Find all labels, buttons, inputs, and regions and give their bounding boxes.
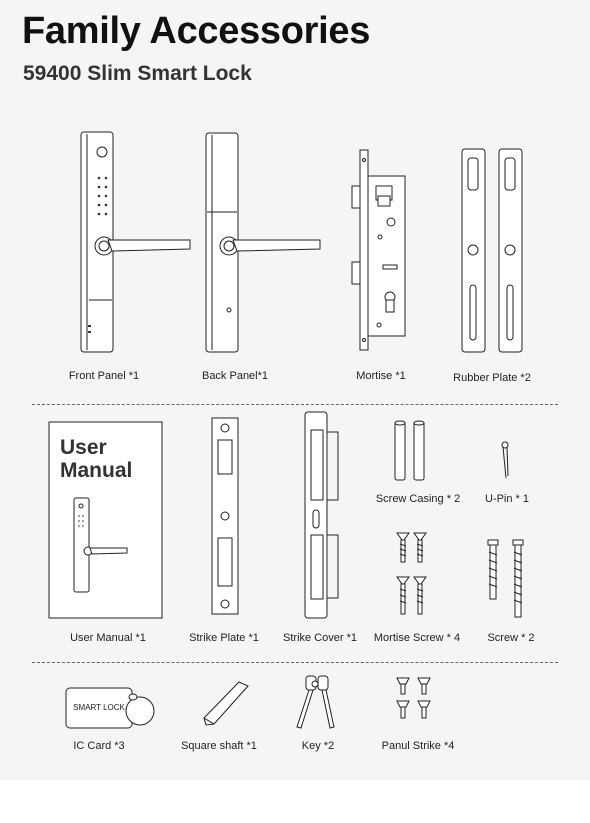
square-shaft-drawing xyxy=(204,682,248,725)
caption-ic-card: IC Card *3 xyxy=(73,740,125,752)
caption-mortise-screw: Mortise Screw * 4 xyxy=(373,632,461,644)
caption-square-shaft: Square shaft *1 xyxy=(181,740,257,752)
caption-strike-plate: Strike Plate *1 xyxy=(189,632,259,644)
caption-screw: Screw * 2 xyxy=(487,632,535,644)
mortise-drawing xyxy=(352,150,405,350)
page-subtitle: 59400 Slim Smart Lock xyxy=(23,62,252,85)
u-pin-drawing xyxy=(502,442,508,478)
ic-card-label: SMART LOCK xyxy=(73,703,125,712)
caption-mortise: Mortise *1 xyxy=(356,370,406,382)
mortise-screw-drawing xyxy=(397,533,426,614)
caption-u-pin: U-Pin * 1 xyxy=(484,493,530,505)
key-drawing xyxy=(297,676,334,728)
caption-panul-strike: Panul Strike *4 xyxy=(381,740,455,752)
back-panel-drawing xyxy=(206,133,320,352)
caption-user-manual: User Manual *1 xyxy=(70,632,146,644)
page-title: Family Accessories xyxy=(22,10,371,52)
rubber-plate-drawing xyxy=(462,149,522,352)
panul-strike-drawing xyxy=(397,678,430,718)
front-panel-drawing xyxy=(81,132,190,352)
caption-back-panel: Back Panel*1 xyxy=(201,370,269,382)
caption-strike-cover: Strike Cover *1 xyxy=(283,632,357,644)
caption-rubber-plate: Rubber Plate *2 xyxy=(453,372,531,384)
caption-key: Key *2 xyxy=(301,740,335,752)
caption-screw-casing: Screw Casing * 2 xyxy=(375,493,461,505)
screw-drawing xyxy=(488,540,523,617)
strike-cover-drawing xyxy=(305,412,338,618)
strike-plate-drawing xyxy=(212,418,238,614)
user-manual-title: User Manual xyxy=(60,436,133,482)
screw-casing-drawing xyxy=(395,421,424,480)
caption-front-panel: Front Panel *1 xyxy=(68,370,140,382)
